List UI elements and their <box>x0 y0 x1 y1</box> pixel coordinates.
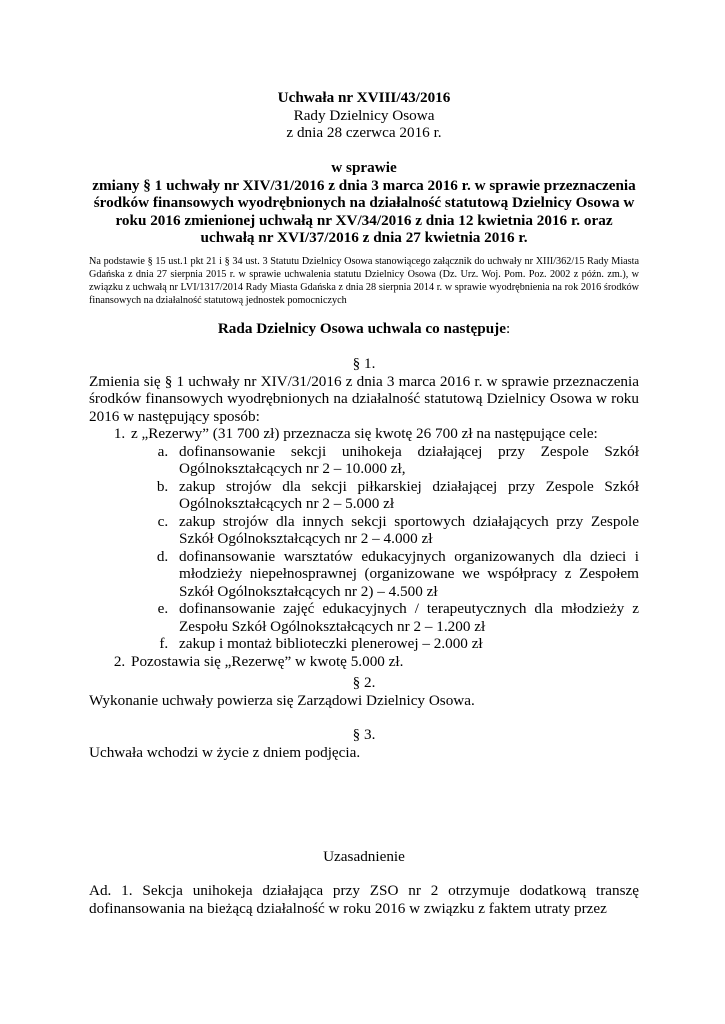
section-1-list <box>89 425 639 670</box>
subject-text: zmiany § 1 uchwały nr XIV/31/2016 z dnia 3 marca 2016 r. w sprawie przeznaczenia środków finansowych wyodrębnionych na działalność statutową Dzielnicy Osowa w roku 2016 zmienionej uchwałą nr XV/34/2016 z dnia 12 kwietnia 2016 r. oraz uchwałą nr XVI/37/2016 z dnia 27 kwietnia 2016 r. <box>92 176 636 246</box>
sublist-item: f. zakup i montaż biblioteczki plenerowej – 2.000 zł <box>172 635 639 653</box>
section-1-heading: § 1. <box>352 355 376 372</box>
sublist-item: e. dofinansowanie zajęć edukacyjnych / terapeutycznych dla młodzieży z Zespołu Szkół Ogólnokształcących nr 2 – 1.200 zł <box>172 600 639 635</box>
subject-label: w sprawie <box>331 159 397 176</box>
sublist-item: c. zakup strojów dla innych sekcji sportowych działających przy Zespole Szkół Ogólnokształcących nr 2 – 4.000 zł <box>172 513 639 548</box>
section-2-heading: § 2. <box>352 674 376 691</box>
section-1-text: Zmienia się § 1 uchwały nr XIV/31/2016 z dnia 3 marca 2016 r. w sprawie przeznaczenia środków finansowych wyodrębnionych na działalność statutową Dzielnicy Osowa w roku 2016 w następujący sposób: <box>89 372 639 425</box>
council-name: Rady Dzielnicy Osowa <box>293 106 435 124</box>
list-item-text: z „Rezerwy” (31 700 zł) przeznacza się kwotę 26 700 zł na następujące cele: <box>131 425 598 442</box>
section-3-text: Uchwała wchodzi w życie z dniem podjęcia. <box>89 743 361 761</box>
resolution-intro <box>89 320 639 338</box>
section-2-text: Wykonanie uchwały powierza się Zarządowi Dzielnicy Osowa. <box>89 691 475 709</box>
justification-text: Ad. 1. Sekcja unihokeja działająca przy ZSO nr 2 otrzymuje dodatkową transzę dofinansowania na bieżącą działalność w roku 2016 w związku z faktem utraty przez <box>89 882 639 917</box>
list-item-text: Pozostawia się „Rezerwę” w kwotę 5.000 zł. <box>131 652 404 670</box>
section-3-heading: § 3. <box>352 726 376 743</box>
resolution-date: z dnia 28 czerwca 2016 r. <box>286 124 442 141</box>
justification-heading: Uzasadnienie <box>323 848 405 865</box>
resolution-intro-colon: : <box>505 320 511 337</box>
list-item <box>129 425 639 653</box>
list-item <box>129 653 639 671</box>
sublist-item: b. zakup strojów dla sekcji piłkarskiej działającej przy Zespole Szkół Ogólnokształcących nr 2 – 5.000 zł <box>172 478 639 513</box>
sublist-item: a. dofinansowanie sekcji unihokeja działającej przy Zespole Szkół Ogólnokształcących nr 2 – 10.000 zł, <box>172 443 639 478</box>
resolution-title: Uchwała nr XVIII/43/2016 <box>277 89 451 106</box>
resolution-intro-bold: Rada Dzielnicy Osowa uchwala co następuje <box>217 320 506 337</box>
sublist-item: d. dofinansowanie warsztatów edukacyjnych organizowanych dla dzieci i młodzieży niepełnosprawnej (organizowane we współpracy z Zespołem Szkół Ogólnokształcących nr 2) – 4.500 zł <box>172 548 639 601</box>
legal-basis: Na podstawie § 15 ust.1 pkt 21 i § 34 ust. 3 Statutu Dzielnicy Osowa stanowiącego załącznik do uchwały nr XIII/362/15 Rady Miasta Gdańska z dnia 27 sierpnia 2015 r. w sprawie uchwalenia statutu Dzielnicy Osowa (Dz. Urz. Woj. Pom. Poz. 2002 z późn. zm.), w związku z uchwałą nr LVI/1317/2014 Rady Miasta Gdańska z dnia 28 sierpnia 2014 r. w sprawie wyodrębnienia na rok 2016 środków finansowych na działalność statutową jednostek pomocniczych <box>89 256 639 306</box>
